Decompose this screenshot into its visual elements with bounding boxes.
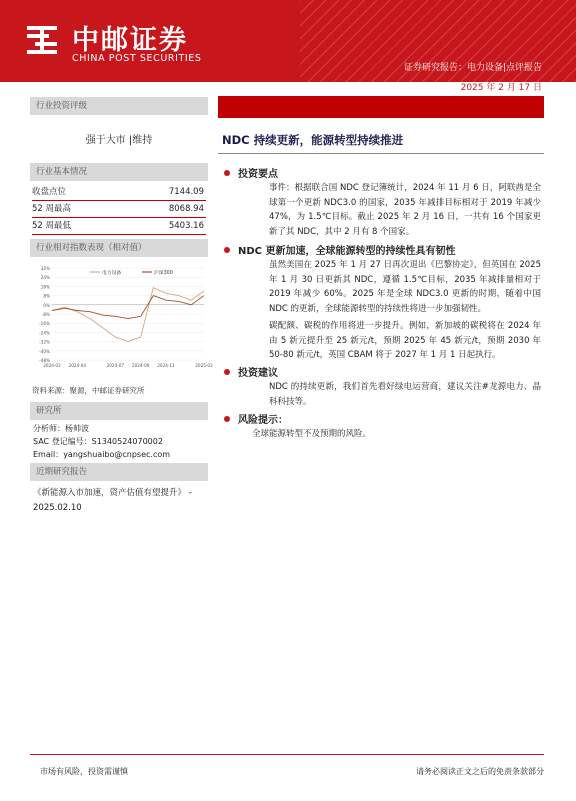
paragraph-risk: 全球能源转型不及预期的风险。 — [252, 429, 372, 439]
y-tick-label: 8% — [43, 293, 50, 299]
x-tick-label: 2024-11 — [157, 363, 175, 368]
recent-reports-title: 近期研究报告 — [30, 463, 208, 481]
chart-source: 资料来源：聚源，中邮证券研究所 — [32, 386, 145, 395]
series-line-1 — [52, 296, 204, 319]
y-tick-label: -48% — [39, 358, 50, 363]
y-tick-label: -16% — [39, 321, 50, 327]
brand-name-en: CHINA POST SECURITIES — [72, 53, 202, 64]
performance-section-title: 行业相对指数表现（相对值） — [30, 239, 208, 257]
bullet-icon — [224, 247, 230, 253]
x-tick-label: 2024-04 — [68, 363, 87, 368]
stat-label: 52 周最高 — [32, 204, 72, 214]
y-tick-label: 24% — [40, 275, 50, 281]
header-banner — [0, 0, 576, 82]
x-tick-label: 2024-02 — [43, 363, 61, 368]
section-risk: 风险提示： — [224, 411, 288, 426]
title-divider — [218, 153, 544, 154]
rating-section-title: 行业投资评级 — [30, 97, 208, 115]
stat-row-52w-low — [32, 218, 206, 235]
legend-label: 沪深300 — [154, 271, 173, 276]
recent-report-link[interactable]: 《新能源入市加速，资产估值有望提升》 - 2025.02.10 — [33, 488, 192, 513]
analyst-sac-id: SAC 登记编号：S1340524070002 — [33, 437, 163, 446]
footer-divider — [30, 754, 544, 755]
stat-label: 52 周最低 — [32, 221, 72, 231]
stat-label: 收盘点位 — [32, 187, 67, 197]
basics-section-title: 行业基本情况 — [30, 163, 208, 181]
relative-performance-chart — [30, 262, 213, 372]
paragraph-carbon-tax: 碳配额、碳税的作用将进一步提升。例如，新加坡的碳税将在 2024 年由 5 新元提升至 25 新元/t，预期 2025 年 45 新元/t，预期 2030 年 50-80 新元/t，英国 CBAM 将于 2027 年 1 月 1 日起执行。 — [269, 321, 541, 360]
stat-value: 5403.16 — [168, 221, 204, 231]
y-tick-label: -32% — [39, 339, 50, 345]
y-tick-label: -40% — [39, 348, 50, 354]
y-tick-label: -24% — [39, 330, 50, 336]
bullet-icon — [224, 170, 230, 176]
brand-name-cn: 中邮证券 — [72, 25, 188, 56]
y-tick-label: 16% — [40, 284, 50, 290]
bullet-icon — [224, 416, 230, 422]
stat-row-52w-high — [32, 201, 206, 218]
footer-disclaimer-left: 市场有风险，投资需谨慎 — [40, 767, 128, 776]
y-tick-label: -8% — [41, 312, 50, 317]
title-bar — [218, 96, 544, 118]
report-date: 2025 年 2 月 17 日 — [460, 83, 542, 93]
x-tick-label: 2024-07 — [106, 363, 125, 368]
stat-row-close — [32, 184, 206, 201]
stat-value: 7144.09 — [168, 187, 204, 197]
x-tick-label: 2025-02 — [195, 363, 213, 368]
paragraph-ndc-update: 虽然美国在 2025 年 1 月 27 日再次退出《巴黎协定》，但英国在 2025 年 1 月 30 日更新其 NDC，遵循 1.5℃目标，2035 年减排量相对于 2019 年减少 60%。2025 年是全球 NDC3.0 更新的时期，随着中国 NDC 的更新，全球能源转型的持续性将进一步加强韧性。 — [269, 260, 541, 314]
legend-label: 电力设备 — [102, 271, 122, 276]
research-section-title: 研究所 — [30, 402, 208, 420]
paragraph-event: 事件：根据联合国 NDC 登记簿统计，2024 年 11 月 6 日，阿联酋是全球第一个更新 NDC3.0 的国家，2035 年减排目标相对于 2019 年减少 47%，为 1.5℃目标。截止 2025 年 2 月 16 日，一共有 16 个国家更新了其 NDC，其中 2 月有 8 个国家。 — [269, 183, 541, 237]
industry-rating: 强于大市 |维持 — [85, 135, 153, 146]
x-tick-label: 2024-09 — [131, 363, 150, 368]
analyst-email[interactable]: Email：yangshuaibo@cnpsec.com — [33, 450, 171, 459]
stat-value: 8068.94 — [168, 204, 204, 214]
report-title: NDC 持续更新，能源转型持续推进 — [222, 133, 404, 147]
y-tick-label: 0% — [43, 302, 50, 308]
paragraph-advice: NDC 的持续更新，我们首先看好绿电运营商，建议关注#龙源电力、晶科科技等。 — [269, 382, 541, 407]
y-tick-label: 32% — [40, 266, 50, 271]
bullet-icon — [224, 369, 230, 375]
report-type: 证券研究报告：电力设备|点评报告 — [403, 63, 542, 73]
section-ndc-update: NDC 更新加速，全球能源转型的持续性具有韧性 — [224, 242, 456, 257]
section-investment-highlights: 投资要点 — [224, 165, 278, 180]
china-post-logo-icon — [24, 22, 60, 58]
footer-disclaimer-right: 请务必阅读正文之后的免责条款部分 — [416, 767, 544, 776]
analyst-name: 分析师：杨帅波 — [33, 424, 89, 433]
section-investment-advice: 投资建议 — [224, 364, 278, 379]
